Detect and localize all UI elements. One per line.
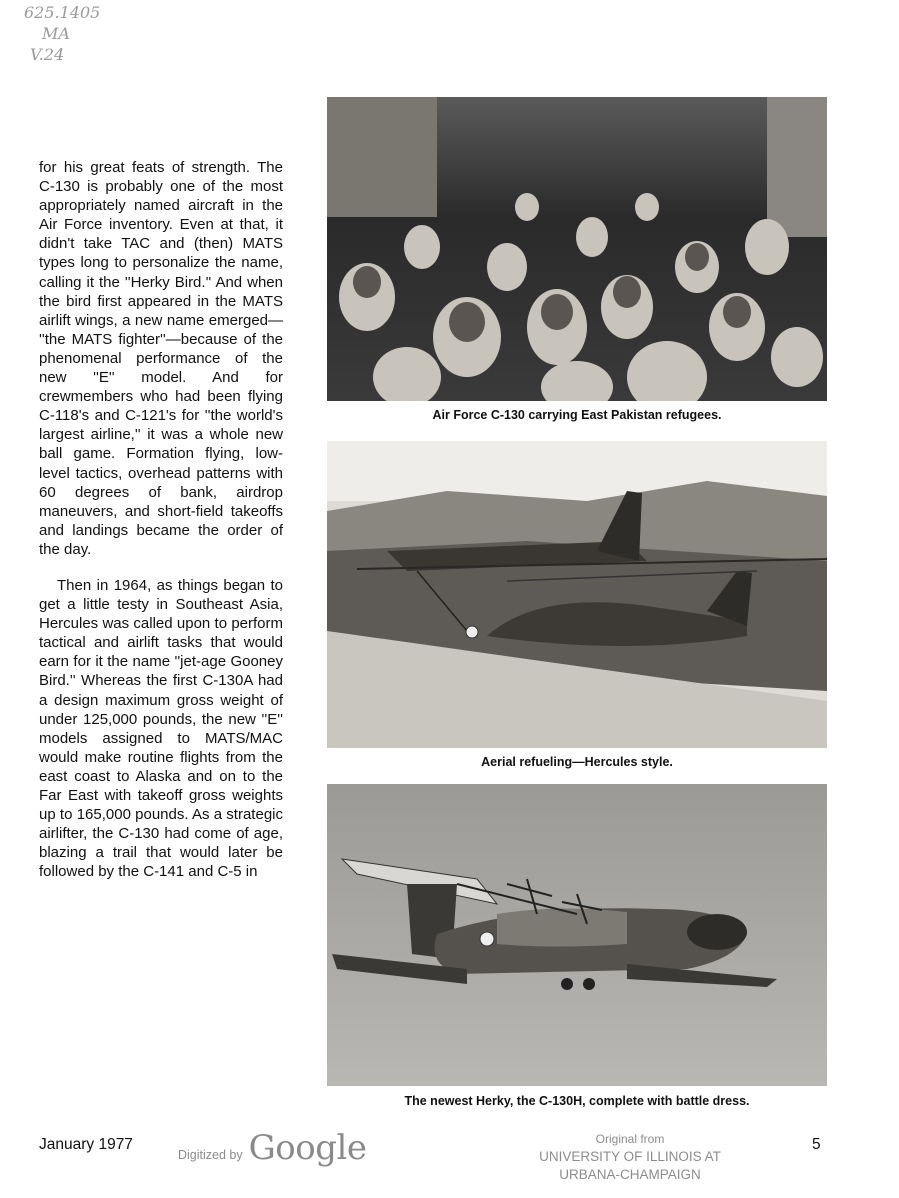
handwritten-call-number: [24, 2, 144, 65]
issue-date: January 1977: [39, 1136, 133, 1153]
digitized-by-watermark: [178, 1128, 366, 1168]
c130h-photo-image: [327, 784, 827, 1086]
paragraph: Then in 1964, as things began to get a little testy in Southeast Asia, Hercules was called upon to perform tactical and airlift tasks that would earn for it the name ''jet-age Gooney Bird.'' Whereas the first C-130A had a design maximum gross weight of under 125,000 pounds, the new ''E'' models assigned to MATS/MAC would make routine flights from the east coast to Alaska and on to the Far East with takeoff gross weights up to 165,000 pounds. As a strategic airlifter, the C-130 had come of age, blazing a trail that would later be followed by the C-141 and C-5 in: [39, 576, 283, 881]
photo-caption: The newest Herky, the C-130H, complete with battle dress.: [404, 1094, 750, 1108]
photo-caption: Air Force C-130 carrying East Pakistan refugees.: [432, 408, 722, 422]
photo-caption: Aerial refueling—Hercules style.: [481, 755, 673, 769]
photo-refugees: [327, 97, 827, 401]
photo-aerial-refueling: [327, 441, 827, 748]
original-from-institution: URBANA-CHAMPAIGN: [559, 1167, 701, 1182]
refugees-photo-image: [327, 97, 827, 401]
original-from-institution: UNIVERSITY OF ILLINOIS AT: [539, 1149, 721, 1164]
original-from-watermark: [520, 1130, 740, 1184]
handwritten-line: 625.1405: [24, 3, 101, 22]
paragraph: for his great feats of strength. The C-130 is probably one of the most appropriately named aircraft in the Air Force inventory. Even at that, it didn't take TAC and (then) MATS types long to personalize the name, calling it the ''Herky Bird.'' And when the bird first appeared in the MATS airlift wings, a new name emerged— ''the MATS fighter''—because of the phenomenal performance of the new ''E'' model. And for crewmembers who had been flying C-118's and C-121's for ''the world's largest airline,'' it was a whole new ball game. Formation flying, low-level tactics, overhead patterns with 60 degrees of bank, airdrop maneuvers, and short-field takeoffs and landings became the order of the day.: [39, 159, 283, 558]
digitized-by-label: Digitized by: [178, 1148, 243, 1162]
google-logo: Google: [248, 1128, 367, 1168]
handwritten-line: V.24: [30, 45, 65, 64]
photo-c130h: [327, 784, 827, 1086]
refueling-photo-image: [327, 441, 827, 748]
handwritten-line: MA: [42, 24, 70, 43]
article-body: [39, 158, 283, 881]
page-number: 5: [812, 1136, 821, 1153]
original-from-label: Original from: [595, 1132, 665, 1146]
